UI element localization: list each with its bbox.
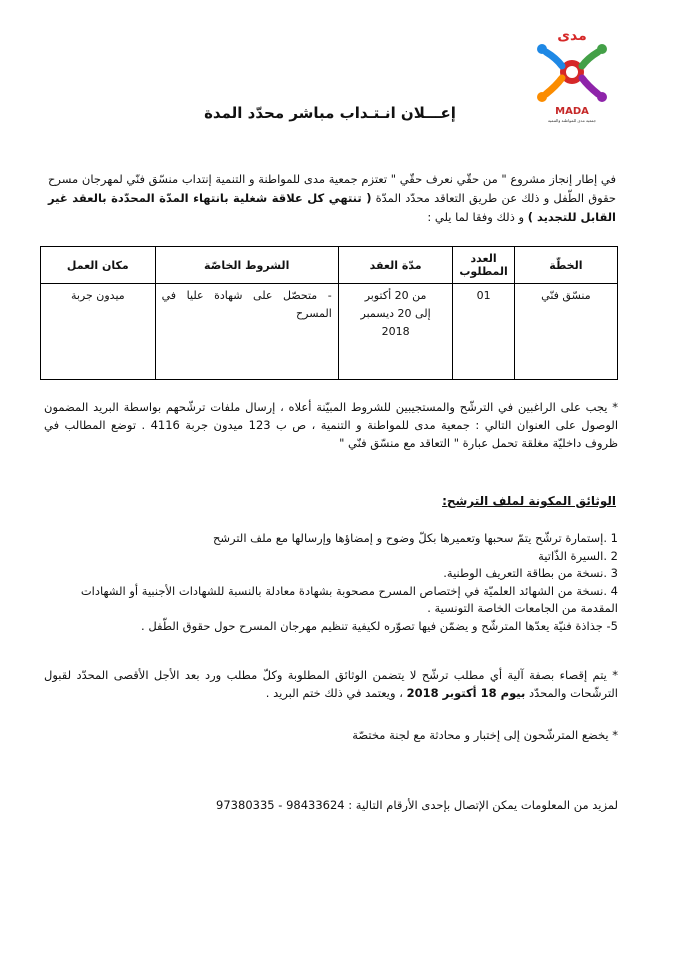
col-count-header: العدد المطلوب [453,247,514,284]
table-header-row [41,247,618,284]
cell-location: ميدون جربة [41,284,156,380]
cell-count: 01 [453,284,514,380]
documents-heading: الوثائق المكونة لملف الترشح: [442,494,616,508]
intro-text-1: في إطار إنجاز مشروع " من حقّي نعرف حقّي " تعتزم جمعية مدى للمواطنة و التنمية إنتداب منسّق فنّي لمهرجان مسرح حقوق الطّفل و ذلك عن طريق التعاقد محدّد المدّة [48,172,617,205]
intro-text-2: و ذلك وفقا لما يلي : [427,210,525,224]
cell-position: منسّق فنّي [514,284,617,380]
logo-arabic-text: مدى [557,28,587,44]
page-title: إعـــلان انـتـداب مباشر محدّد المدة [204,104,456,122]
logo-tagline-text: جمعية مدى للمواطنة والتنمية [547,118,597,123]
intro-paragraph [48,170,616,227]
duration-line-2: إلى 20 ديسمبر [360,307,431,320]
deadline-text-2: ، ويعتمد في ذلك ختم البريد . [265,686,403,700]
list-item: 1 .إستمارة ترشّح يتمّ سحبها وتعميرها بكلّ وضوح و إمضاؤها وإرسالها مع ملف الترشح [212,531,618,545]
col-location-header: مكان العمل [41,247,156,284]
duration-line-1: من 20 أكتوبر [364,289,427,302]
duration-line-3: 2018 [381,325,410,338]
deadline-note [44,666,618,702]
positions-table [40,246,618,380]
cell-duration [338,284,453,380]
contact-line: لمزيد من المعلومات يمكن الإتصال بإحدى الأرقام التالية : 98433624 - 97380335 [216,798,618,812]
logo-name-text: MADA [555,106,589,117]
documents-list [44,530,618,635]
deadline-date: بيوم 18 أكتوبر 2018 [406,686,526,700]
intro-bold-text: ( تنتهي كل علاقة شغلية بانتهاء المدّة المحدّدة بالعقد غير القابل للتجديد ) [48,191,616,224]
interview-note: * يخضع المترشّحون إلى إختبار و محادثة مع لجنة مختصّة [352,728,618,742]
list-item: 5- جذاذة فنيّة يعدّها المترشّح و يضمّن فيها تصوّره لكيفية تنظيم مهرجان المسرح حول حقوق الطّفل . [141,618,618,633]
table-row [41,284,618,380]
col-position-header: الخطّة [514,247,617,284]
application-note: * يجب على الراغبين في الترشّح والمستجيبين للشروط المبيّنة أعلاه ، إرسال ملفات ترشّحهم بواسطة البريد المضمون الوصول على العنوان التالي : جمعية مدى للمواطنة و التنمية ، ص ب 123 ميدون جربة 4116 . توضع المطالب في ظروف داخليّة مغلقة تحمل عبارة " التعاقد مع منسّق فنّي " [44,400,619,450]
list-item: 3 .نسخة من بطاقة التعريف الوطنية. [443,566,618,580]
list-item: 4 .نسخة من الشهائد العلميّة في إختصاص المسرح مصحوبة بشهادة معادلة بالنسبة للشهادات الأجنبية أو الشهادات المقدمة من الجامعات الخاصة التونسية . [80,583,618,615]
list-item: 2 .السيرة الذّاتية [538,548,618,563]
deadline-text-1: * يتم إقصاء بصفة آلية أي مطلب ترشّح لا يتضمن الوثائق المطلوبة وكلّ مطلب ورد بعد الأجل الأقصى المحدّد لقبول الترشّحات والمحدّد [44,668,618,700]
cell-conditions: - متحصّل على شهادة عليا في المسرح [155,284,338,380]
col-conditions-header: الشروط الخاصّة [155,247,338,284]
col-duration-header: مدّة العقد [338,247,453,284]
